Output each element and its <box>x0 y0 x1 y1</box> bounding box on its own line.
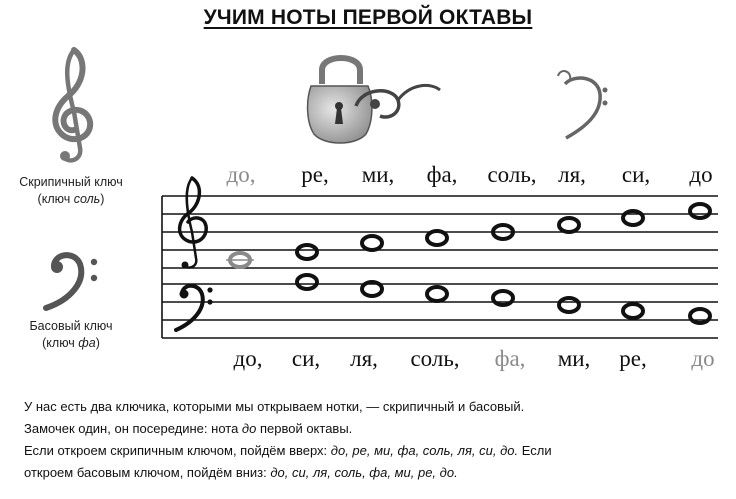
bass-clef-label-line1: Басовый ключ <box>29 319 113 333</box>
whole-note <box>559 218 579 232</box>
whole-note <box>493 291 513 305</box>
whole-note <box>427 287 447 301</box>
treble-clef-icon <box>55 50 90 161</box>
bass-syllable: ля, <box>350 346 378 371</box>
treble-syllable: си, <box>621 162 651 187</box>
whole-note <box>362 236 382 250</box>
whole-note <box>623 211 643 225</box>
bass-syllable: соль, <box>410 346 460 371</box>
treble-clef-label-line1: Скрипичный ключ <box>19 175 123 189</box>
notes-group <box>226 204 710 323</box>
treble-clef-label-line2: (ключ соль) <box>37 192 105 206</box>
staff-treble-clef-icon <box>180 178 207 269</box>
description-line: Если откроем скрипичным ключом, пойдём вверх: до, ре, ми, фа, соль, ля, си, до. Если <box>24 443 552 458</box>
bass-syllable: ми, <box>557 346 591 371</box>
bass-clef-label <box>6 318 136 352</box>
treble-syllable: ми, <box>361 162 395 187</box>
bass-clef-small-icon <box>558 71 608 138</box>
bass-syllable: до, <box>233 346 263 371</box>
treble-syllable: соль, <box>487 162 537 187</box>
whole-note <box>297 275 317 289</box>
bass-syllable: фа, <box>494 346 526 371</box>
description-line: У нас есть два ключика, которыми мы открываем нотки, — скрипичный и басовый. <box>24 399 525 414</box>
whole-note <box>559 298 579 312</box>
treble-syllable: до, <box>226 162 256 187</box>
treble-syllable: ре, <box>301 162 329 187</box>
whole-note <box>226 253 254 267</box>
staff-bass-clef-icon <box>176 286 213 330</box>
padlock-icon <box>308 58 372 143</box>
treble-syllable: до <box>689 162 713 187</box>
bass-syllable: до <box>691 346 715 371</box>
description-line: откроем басовым ключом, пойдём вниз: до, си, ля, соль, фа, ми, ре, до. <box>24 465 458 480</box>
whole-note <box>623 304 643 318</box>
bass-clef-label-line2: (ключ фа) <box>42 336 100 350</box>
whole-note <box>427 231 447 245</box>
treble-syllable: фа, <box>426 162 458 187</box>
treble-clef-label <box>6 174 136 208</box>
bass-syllable: ре, <box>619 346 647 371</box>
treble-syllable: ля, <box>558 162 586 187</box>
bass-clef-icon <box>46 255 97 308</box>
whole-note <box>690 309 710 323</box>
description-line: Замочек один, он посередине: нота до первой октавы. <box>24 421 353 436</box>
whole-note <box>690 204 710 218</box>
whole-note <box>297 245 317 259</box>
page-title: УЧИМ НОТЫ ПЕРВОЙ ОКТАВЫ <box>203 6 533 29</box>
bass-syllable: си, <box>291 346 321 371</box>
description <box>24 396 724 484</box>
